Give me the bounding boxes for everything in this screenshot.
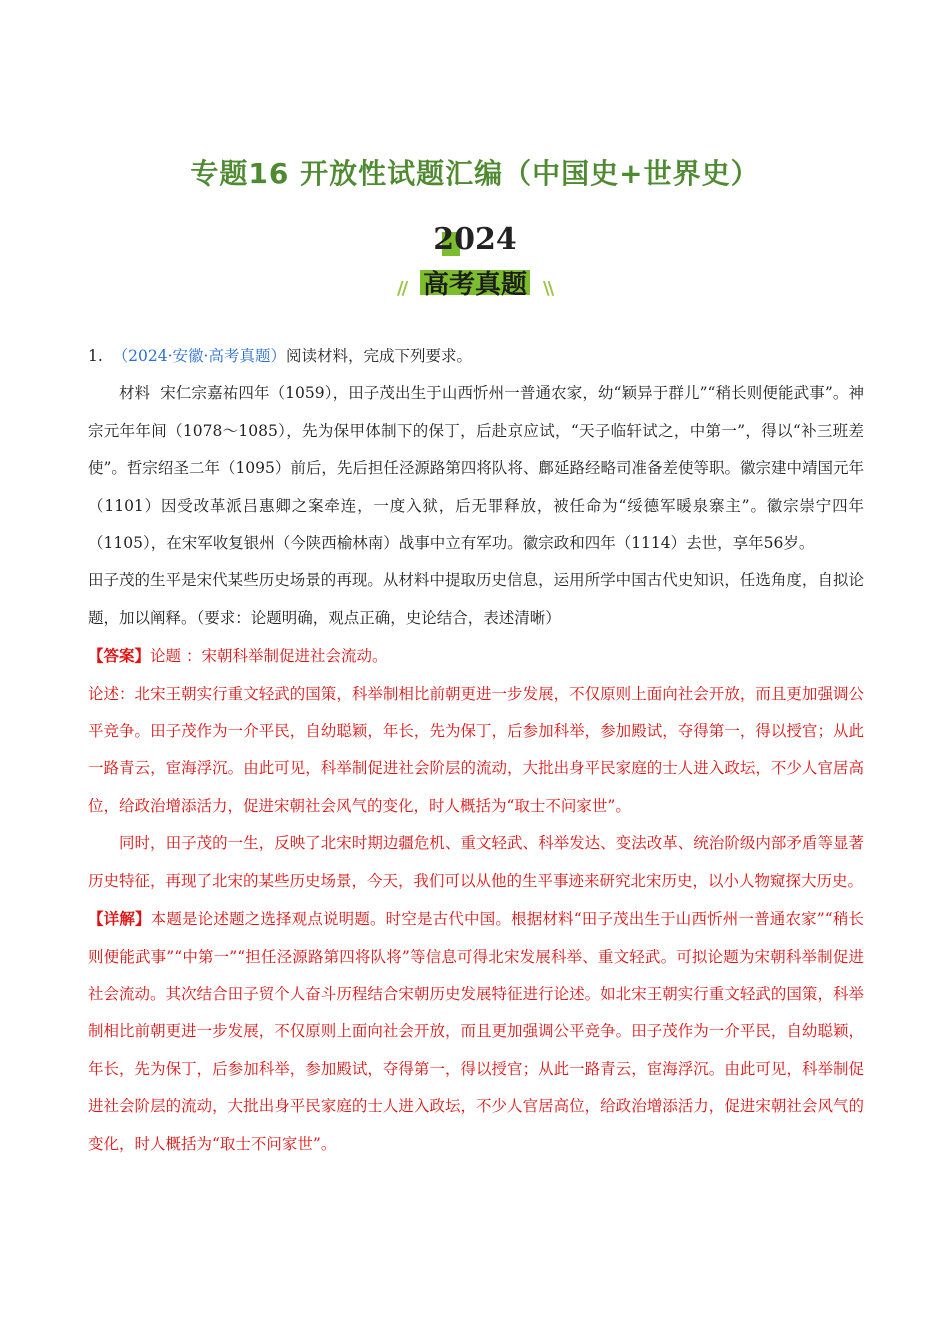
banner-label: 高考真题 xyxy=(422,270,527,300)
answer-conclusion: 同时，田子茂的一生，反映了北宋时期边疆危机、重文轻武、科举发达、变法改革、统治阶级内部矛盾等显著历史特征，再现了北宋的某些历史场景，今天，我们可以从他的生平事迹来研究北宋历史，以小人物窥探大历史。 xyxy=(88,834,864,890)
left-slash-decoration: // xyxy=(397,278,407,299)
material-text: 宋仁宗嘉祐四年（1059），田子茂出生于山西忻州一普通农家，幼“颖异于群儿”“稍长则便能武事”。神宗元年年间（1078～1085），先为保甲体制下的保丁，后赴京应试，“天子临轩试之，中第一”，得以“补三班差使”。哲宗绍圣二年（1095）前后，先后担任泾源路第四将队将、鄜延路经略司准备差使等职。徽宗建中靖国元年（1101）因受改革派吕惠卿之案牵连，一度入狱，后无罪释放，被任命为“绥德军暖泉寨主”。徽宗崇宁四年（1105），在宋军收复银州（今陕西榆林南）战事中立有军功。徽宗政和四年（1114）去世，享年56岁。 xyxy=(88,384,864,553)
page-title: 专题16 开放性试题汇编（中国史+世界史） xyxy=(190,157,760,190)
answer-tag: 【答案】 xyxy=(88,646,151,666)
question-source: （2024·安徽·高考真题） xyxy=(112,347,286,365)
material-label: 材料 xyxy=(119,384,151,403)
year-banner xyxy=(375,222,575,304)
question-number: 1. xyxy=(88,347,103,365)
answer-thesis: 论题 ：宋朝科举制促进社会流动。 xyxy=(150,647,388,666)
detail-paragraph xyxy=(88,900,864,1163)
question-requirement: 田子茂的生平是宋代某些历史场景的再现。从材料中提取历史信息，运用所学中国古代史知识，任选角度，自拟论题，加以阐释。（要求：论题明确，观点正确，史论结合，表述清晰） xyxy=(88,571,864,627)
detail-text: 本题是论述题之选择观点说明题。时空是古代中国。根据材料“田子茂出生于山西忻州一普通农家”“稍长则便能武事”“中第一”“担任泾源路第四将队将”等信息可得北宋发展科举、重文轻武。可拟论题为宋朝科举制促进社会流动。其次结合田子贸个人奋斗历程结合宋朝历史发展特征进行论述。如北宋王朝实行重文轻武的国策，科举制相比前朝更进一步发展，不仅原则上面向社会开放，而且更加强调公平竞争。田子茂作为一介平民，自幼聪颖，年长，先为保丁，后参加科举，参加殿试，夺得第一，得以授官；从此一路青云，宦海浮沉。由此可见，科举制促进社会阶层的流动，大批出身平民家庭的士人进入政坛，不少人官居高位，给政治增添活力，促进宋朝社会风气的变化，时人概括为“取士不问家世”。 xyxy=(88,910,864,1153)
right-slash-decoration: \\ xyxy=(543,278,553,299)
document-body xyxy=(88,338,864,1163)
answer-thesis-line xyxy=(88,637,864,675)
banner-year: 2024 xyxy=(433,222,517,257)
question-heading xyxy=(88,338,864,375)
detail-tag: 【详解】 xyxy=(88,909,151,929)
answer-argument: 论述：北宋王朝实行重文轻武的国策，科举制相比前朝更进一步发展，不仅原则上面向社会开放，而且更加强调公平竞争。田子茂作为一介平民，自幼聪颖，年长，先为保丁，后参加科举，参加殿试，夺得第一，得以授官；从此一路青云，宦海浮沉。由此可见，科举制促进社会阶层的流动，大批出身平民家庭的士人进入政坛，不少人官居高位，给政治增添活力，促进宋朝社会风气的变化，时人概括为“取士不问家世”。 xyxy=(88,684,864,815)
question-prompt: 阅读材料，完成下列要求。 xyxy=(285,347,472,365)
material-paragraph xyxy=(88,375,864,562)
